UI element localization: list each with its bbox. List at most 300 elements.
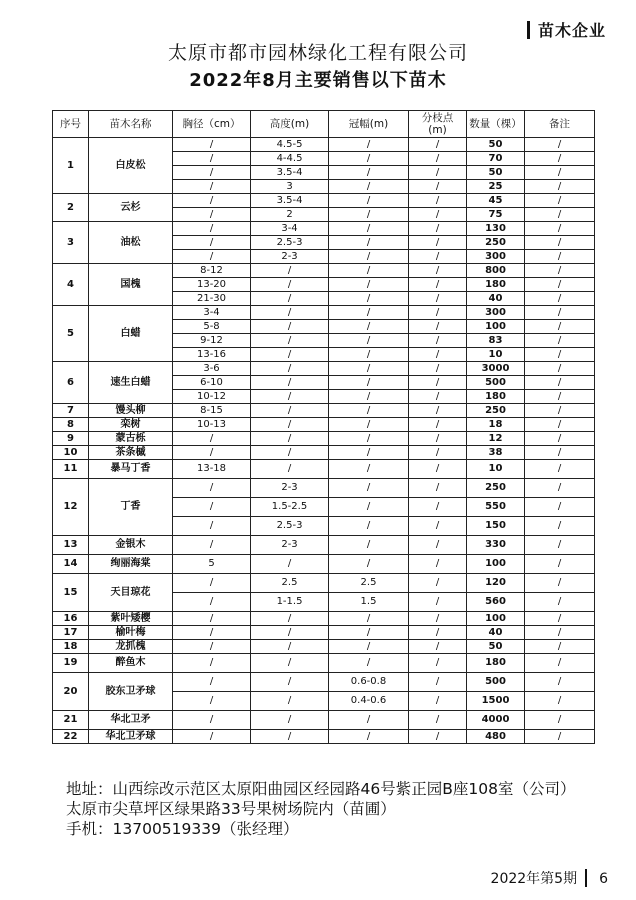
- dbh-cell: /: [173, 194, 251, 208]
- crown-cell: /: [329, 166, 409, 180]
- row-number: 9: [53, 432, 89, 446]
- page-info: [491, 868, 608, 888]
- table-row: [53, 404, 595, 418]
- crown-cell: /: [329, 306, 409, 320]
- quantity-cell: 50: [467, 640, 525, 654]
- height-cell: /: [251, 292, 329, 306]
- crown-cell: /: [329, 334, 409, 348]
- issue-label: 2022年第5期: [490, 871, 578, 887]
- branch-point-cell: /: [409, 460, 467, 479]
- remark-cell: /: [525, 446, 595, 460]
- dbh-cell: 3-4: [173, 306, 251, 320]
- quantity-cell: 120: [467, 574, 525, 593]
- quantity-cell: 100: [467, 555, 525, 574]
- dbh-cell: 9-12: [173, 334, 251, 348]
- dbh-cell: /: [173, 612, 251, 626]
- quantity-cell: 300: [467, 306, 525, 320]
- row-number: 22: [53, 730, 89, 744]
- contact-footer: [66, 779, 596, 839]
- remark-cell: /: [525, 152, 595, 166]
- table-row: [53, 264, 595, 278]
- table-row: [53, 222, 595, 236]
- crown-cell: /: [329, 390, 409, 404]
- branch-point-cell: /: [409, 555, 467, 574]
- quantity-cell: 250: [467, 404, 525, 418]
- seedling-name: 华北卫矛球: [89, 730, 173, 744]
- page-number: 6: [599, 871, 608, 887]
- quantity-cell: 25: [467, 180, 525, 194]
- dbh-cell: /: [173, 222, 251, 236]
- dbh-cell: /: [173, 640, 251, 654]
- height-cell: /: [251, 390, 329, 404]
- table-row: [53, 536, 595, 555]
- dbh-cell: 21-30: [173, 292, 251, 306]
- height-cell: 2.5: [251, 574, 329, 593]
- crown-cell: /: [329, 362, 409, 376]
- height-cell: 1-1.5: [251, 593, 329, 612]
- quantity-cell: 18: [467, 418, 525, 432]
- seedling-name: 胶东卫矛球: [89, 673, 173, 711]
- crown-cell: /: [329, 640, 409, 654]
- dbh-cell: 13-20: [173, 278, 251, 292]
- dbh-cell: /: [173, 692, 251, 711]
- column-header: 序号: [53, 111, 89, 138]
- crown-cell: /: [329, 194, 409, 208]
- sales-title: 2022年8月主要销售以下苗木: [189, 70, 447, 91]
- table-row: [53, 673, 595, 692]
- crown-cell: /: [329, 236, 409, 250]
- quantity-cell: 12: [467, 432, 525, 446]
- branch-point-cell: /: [409, 593, 467, 612]
- table-header-row: [53, 111, 595, 138]
- seedling-name: 华北卫矛: [89, 711, 173, 730]
- row-number: 10: [53, 446, 89, 460]
- seedling-name: 云杉: [89, 194, 173, 222]
- seedling-name: 金银木: [89, 536, 173, 555]
- remark-cell: /: [525, 517, 595, 536]
- dbh-cell: 13-18: [173, 460, 251, 479]
- height-cell: /: [251, 376, 329, 390]
- table-row: [53, 418, 595, 432]
- seedling-name: 蒙古栎: [89, 432, 173, 446]
- column-header: 高度(m): [251, 111, 329, 138]
- table-row: [53, 612, 595, 626]
- seedling-name: 速生白蜡: [89, 362, 173, 404]
- crown-cell: /: [329, 536, 409, 555]
- row-number: 13: [53, 536, 89, 555]
- branch-point-cell: /: [409, 654, 467, 673]
- row-number: 2: [53, 194, 89, 222]
- seedling-name: 栾树: [89, 418, 173, 432]
- remark-cell: /: [525, 278, 595, 292]
- quantity-cell: 1500: [467, 692, 525, 711]
- dbh-cell: /: [173, 673, 251, 692]
- dbh-cell: 8-12: [173, 264, 251, 278]
- dbh-cell: /: [173, 138, 251, 152]
- quantity-cell: 560: [467, 593, 525, 612]
- seedling-name: 油松: [89, 222, 173, 264]
- quantity-cell: 500: [467, 376, 525, 390]
- table-row: [53, 711, 595, 730]
- column-header: 备注: [525, 111, 595, 138]
- remark-cell: /: [525, 479, 595, 498]
- dbh-cell: /: [173, 574, 251, 593]
- section-tag-label: 苗木企业: [537, 21, 606, 40]
- row-number: 5: [53, 306, 89, 362]
- seedling-name: 龙抓槐: [89, 640, 173, 654]
- height-cell: 2.5-3: [251, 236, 329, 250]
- dbh-cell: 10-13: [173, 418, 251, 432]
- branch-point-cell: /: [409, 574, 467, 593]
- row-number: 4: [53, 264, 89, 306]
- crown-cell: /: [329, 654, 409, 673]
- crown-cell: /: [329, 555, 409, 574]
- crown-cell: /: [329, 446, 409, 460]
- quantity-cell: 180: [467, 390, 525, 404]
- branch-point-cell: /: [409, 517, 467, 536]
- remark-cell: /: [525, 418, 595, 432]
- branch-point-cell: /: [409, 362, 467, 376]
- dbh-cell: /: [173, 446, 251, 460]
- remark-cell: /: [525, 555, 595, 574]
- crown-cell: /: [329, 222, 409, 236]
- height-cell: 3-4: [251, 222, 329, 236]
- branch-point-cell: /: [409, 236, 467, 250]
- height-cell: /: [251, 306, 329, 320]
- row-number: 1: [53, 138, 89, 194]
- branch-point-cell: /: [409, 730, 467, 744]
- table-row: [53, 626, 595, 640]
- remark-cell: /: [525, 306, 595, 320]
- remark-cell: /: [525, 574, 595, 593]
- remark-cell: /: [525, 194, 595, 208]
- remark-cell: /: [525, 640, 595, 654]
- crown-cell: /: [329, 292, 409, 306]
- remark-cell: /: [525, 292, 595, 306]
- column-header: 冠幅(m): [329, 111, 409, 138]
- contact-phone: 手机：13700519339（张经理）: [66, 820, 299, 838]
- quantity-cell: 50: [467, 138, 525, 152]
- seedling-name: 天目琼花: [89, 574, 173, 612]
- dbh-cell: 6-10: [173, 376, 251, 390]
- seedling-name: 茶条槭: [89, 446, 173, 460]
- seedling-name: 白皮松: [89, 138, 173, 194]
- quantity-cell: 40: [467, 626, 525, 640]
- height-cell: 2-3: [251, 250, 329, 264]
- quantity-cell: 3000: [467, 362, 525, 376]
- quantity-cell: 800: [467, 264, 525, 278]
- seedling-name: 国槐: [89, 264, 173, 306]
- branch-point-cell: /: [409, 194, 467, 208]
- crown-cell: 1.5: [329, 593, 409, 612]
- column-header: 分枝点 (m): [409, 111, 467, 138]
- dbh-cell: /: [173, 711, 251, 730]
- table-row: [53, 138, 595, 152]
- height-cell: 3.5-4: [251, 194, 329, 208]
- crown-cell: 2.5: [329, 574, 409, 593]
- height-cell: /: [251, 348, 329, 362]
- branch-point-cell: /: [409, 152, 467, 166]
- crown-cell: /: [329, 498, 409, 517]
- table-row: [53, 574, 595, 593]
- row-number: 19: [53, 654, 89, 673]
- height-cell: 2.5-3: [251, 517, 329, 536]
- crown-cell: /: [329, 432, 409, 446]
- remark-cell: /: [525, 730, 595, 744]
- remark-cell: /: [525, 348, 595, 362]
- table-row: [53, 446, 595, 460]
- row-number: 18: [53, 640, 89, 654]
- dbh-cell: /: [173, 236, 251, 250]
- crown-cell: /: [329, 460, 409, 479]
- seedling-table: [52, 110, 595, 744]
- crown-cell: /: [329, 376, 409, 390]
- branch-point-cell: /: [409, 222, 467, 236]
- height-cell: /: [251, 320, 329, 334]
- height-cell: 2-3: [251, 536, 329, 555]
- seedling-name: 紫叶矮樱: [89, 612, 173, 626]
- branch-point-cell: /: [409, 334, 467, 348]
- branch-point-cell: /: [409, 479, 467, 498]
- column-header: 胸径（cm）: [173, 111, 251, 138]
- table-row: [53, 730, 595, 744]
- dbh-cell: /: [173, 626, 251, 640]
- quantity-cell: 50: [467, 166, 525, 180]
- remark-cell: /: [525, 180, 595, 194]
- height-cell: /: [251, 626, 329, 640]
- remark-cell: /: [525, 222, 595, 236]
- crown-cell: /: [329, 711, 409, 730]
- height-cell: /: [251, 555, 329, 574]
- company-address: 地址：山西综改示范区太原阳曲园区经园路46号紫正园B座108室（公司）: [66, 780, 576, 798]
- divider-bar: [527, 21, 530, 39]
- quantity-cell: 480: [467, 730, 525, 744]
- height-cell: /: [251, 404, 329, 418]
- column-header: 苗木名称: [89, 111, 173, 138]
- branch-point-cell: /: [409, 536, 467, 555]
- dbh-cell: /: [173, 432, 251, 446]
- branch-point-cell: /: [409, 673, 467, 692]
- crown-cell: /: [329, 730, 409, 744]
- row-number: 12: [53, 479, 89, 536]
- dbh-cell: /: [173, 498, 251, 517]
- remark-cell: /: [525, 612, 595, 626]
- branch-point-cell: /: [409, 166, 467, 180]
- dbh-cell: /: [173, 250, 251, 264]
- dbh-cell: 13-16: [173, 348, 251, 362]
- remark-cell: /: [525, 362, 595, 376]
- dbh-cell: /: [173, 730, 251, 744]
- row-number: 8: [53, 418, 89, 432]
- crown-cell: /: [329, 348, 409, 362]
- quantity-cell: 550: [467, 498, 525, 517]
- seedling-name: 绚丽海棠: [89, 555, 173, 574]
- nursery-address: 太原市尖草坪区绿果路33号果树场院内（苗圃）: [66, 800, 396, 818]
- quantity-cell: 500: [467, 673, 525, 692]
- height-cell: /: [251, 334, 329, 348]
- quantity-cell: 100: [467, 320, 525, 334]
- remark-cell: /: [525, 320, 595, 334]
- branch-point-cell: /: [409, 498, 467, 517]
- seedling-name: 白蜡: [89, 306, 173, 362]
- crown-cell: /: [329, 208, 409, 222]
- table-row: [53, 555, 595, 574]
- crown-cell: /: [329, 264, 409, 278]
- height-cell: /: [251, 432, 329, 446]
- remark-cell: /: [525, 404, 595, 418]
- remark-cell: /: [525, 236, 595, 250]
- quantity-cell: 180: [467, 654, 525, 673]
- quantity-cell: 10: [467, 348, 525, 362]
- crown-cell: /: [329, 626, 409, 640]
- table-row: [53, 306, 595, 320]
- height-cell: /: [251, 278, 329, 292]
- quantity-cell: 330: [467, 536, 525, 555]
- seedling-name: 馒头柳: [89, 404, 173, 418]
- height-cell: 1.5-2.5: [251, 498, 329, 517]
- remark-cell: /: [525, 138, 595, 152]
- height-cell: 4.5-5: [251, 138, 329, 152]
- seedling-name: 丁香: [89, 479, 173, 536]
- remark-cell: /: [525, 536, 595, 555]
- branch-point-cell: /: [409, 306, 467, 320]
- remark-cell: /: [525, 208, 595, 222]
- height-cell: /: [251, 673, 329, 692]
- remark-cell: /: [525, 250, 595, 264]
- row-number: 14: [53, 555, 89, 574]
- height-cell: /: [251, 640, 329, 654]
- crown-cell: /: [329, 180, 409, 194]
- branch-point-cell: /: [409, 640, 467, 654]
- remark-cell: /: [525, 711, 595, 730]
- branch-point-cell: /: [409, 626, 467, 640]
- quantity-cell: 300: [467, 250, 525, 264]
- company-title: 太原市都市园林绿化工程有限公司: [167, 42, 468, 64]
- quantity-cell: 40: [467, 292, 525, 306]
- branch-point-cell: /: [409, 612, 467, 626]
- crown-cell: /: [329, 612, 409, 626]
- branch-point-cell: /: [409, 390, 467, 404]
- quantity-cell: 150: [467, 517, 525, 536]
- dbh-cell: 5-8: [173, 320, 251, 334]
- height-cell: 2: [251, 208, 329, 222]
- table-row: [53, 432, 595, 446]
- quantity-cell: 100: [467, 612, 525, 626]
- seedling-name: 榆叶梅: [89, 626, 173, 640]
- row-number: 20: [53, 673, 89, 711]
- remark-cell: /: [525, 166, 595, 180]
- row-number: 7: [53, 404, 89, 418]
- branch-point-cell: /: [409, 348, 467, 362]
- height-cell: /: [251, 446, 329, 460]
- crown-cell: /: [329, 152, 409, 166]
- branch-point-cell: /: [409, 180, 467, 194]
- crown-cell: /: [329, 138, 409, 152]
- branch-point-cell: /: [409, 376, 467, 390]
- branch-point-cell: /: [409, 292, 467, 306]
- dbh-cell: /: [173, 536, 251, 555]
- remark-cell: /: [525, 673, 595, 692]
- branch-point-cell: /: [409, 711, 467, 730]
- height-cell: 3: [251, 180, 329, 194]
- height-cell: /: [251, 460, 329, 479]
- table-row: [53, 362, 595, 376]
- height-cell: /: [251, 654, 329, 673]
- seedling-name: 暴马丁香: [89, 460, 173, 479]
- height-cell: /: [251, 264, 329, 278]
- table-row: [53, 479, 595, 498]
- branch-point-cell: /: [409, 418, 467, 432]
- remark-cell: /: [525, 654, 595, 673]
- seedling-name: 醉鱼木: [89, 654, 173, 673]
- branch-point-cell: /: [409, 432, 467, 446]
- table-row: [53, 640, 595, 654]
- dbh-cell: /: [173, 517, 251, 536]
- branch-point-cell: /: [409, 264, 467, 278]
- remark-cell: /: [525, 334, 595, 348]
- column-header: 数量（棵）: [467, 111, 525, 138]
- dbh-cell: /: [173, 593, 251, 612]
- divider-bar: [585, 869, 587, 887]
- quantity-cell: 38: [467, 446, 525, 460]
- table-row: [53, 460, 595, 479]
- branch-point-cell: /: [409, 208, 467, 222]
- crown-cell: /: [329, 517, 409, 536]
- height-cell: 4-4.5: [251, 152, 329, 166]
- row-number: 3: [53, 222, 89, 264]
- row-number: 16: [53, 612, 89, 626]
- remark-cell: /: [525, 376, 595, 390]
- remark-cell: /: [525, 264, 595, 278]
- branch-point-cell: /: [409, 692, 467, 711]
- dbh-cell: 10-12: [173, 390, 251, 404]
- remark-cell: /: [525, 498, 595, 517]
- dbh-cell: 3-6: [173, 362, 251, 376]
- crown-cell: /: [329, 320, 409, 334]
- row-number: 21: [53, 711, 89, 730]
- branch-point-cell: /: [409, 138, 467, 152]
- dbh-cell: 5: [173, 555, 251, 574]
- height-cell: /: [251, 362, 329, 376]
- branch-point-cell: /: [409, 404, 467, 418]
- table-row: [53, 654, 595, 673]
- crown-cell: 0.4-0.6: [329, 692, 409, 711]
- quantity-cell: 45: [467, 194, 525, 208]
- height-cell: 3.5-4: [251, 166, 329, 180]
- height-cell: /: [251, 612, 329, 626]
- dbh-cell: /: [173, 166, 251, 180]
- quantity-cell: 250: [467, 479, 525, 498]
- dbh-cell: /: [173, 208, 251, 222]
- row-number: 6: [53, 362, 89, 404]
- height-cell: /: [251, 730, 329, 744]
- row-number: 17: [53, 626, 89, 640]
- quantity-cell: 10: [467, 460, 525, 479]
- branch-point-cell: /: [409, 250, 467, 264]
- crown-cell: /: [329, 418, 409, 432]
- remark-cell: /: [525, 593, 595, 612]
- quantity-cell: 250: [467, 236, 525, 250]
- dbh-cell: /: [173, 180, 251, 194]
- crown-cell: /: [329, 278, 409, 292]
- quantity-cell: 180: [467, 278, 525, 292]
- height-cell: /: [251, 711, 329, 730]
- crown-cell: 0.6-0.8: [329, 673, 409, 692]
- branch-point-cell: /: [409, 446, 467, 460]
- row-number: 15: [53, 574, 89, 612]
- crown-cell: /: [329, 479, 409, 498]
- remark-cell: /: [525, 432, 595, 446]
